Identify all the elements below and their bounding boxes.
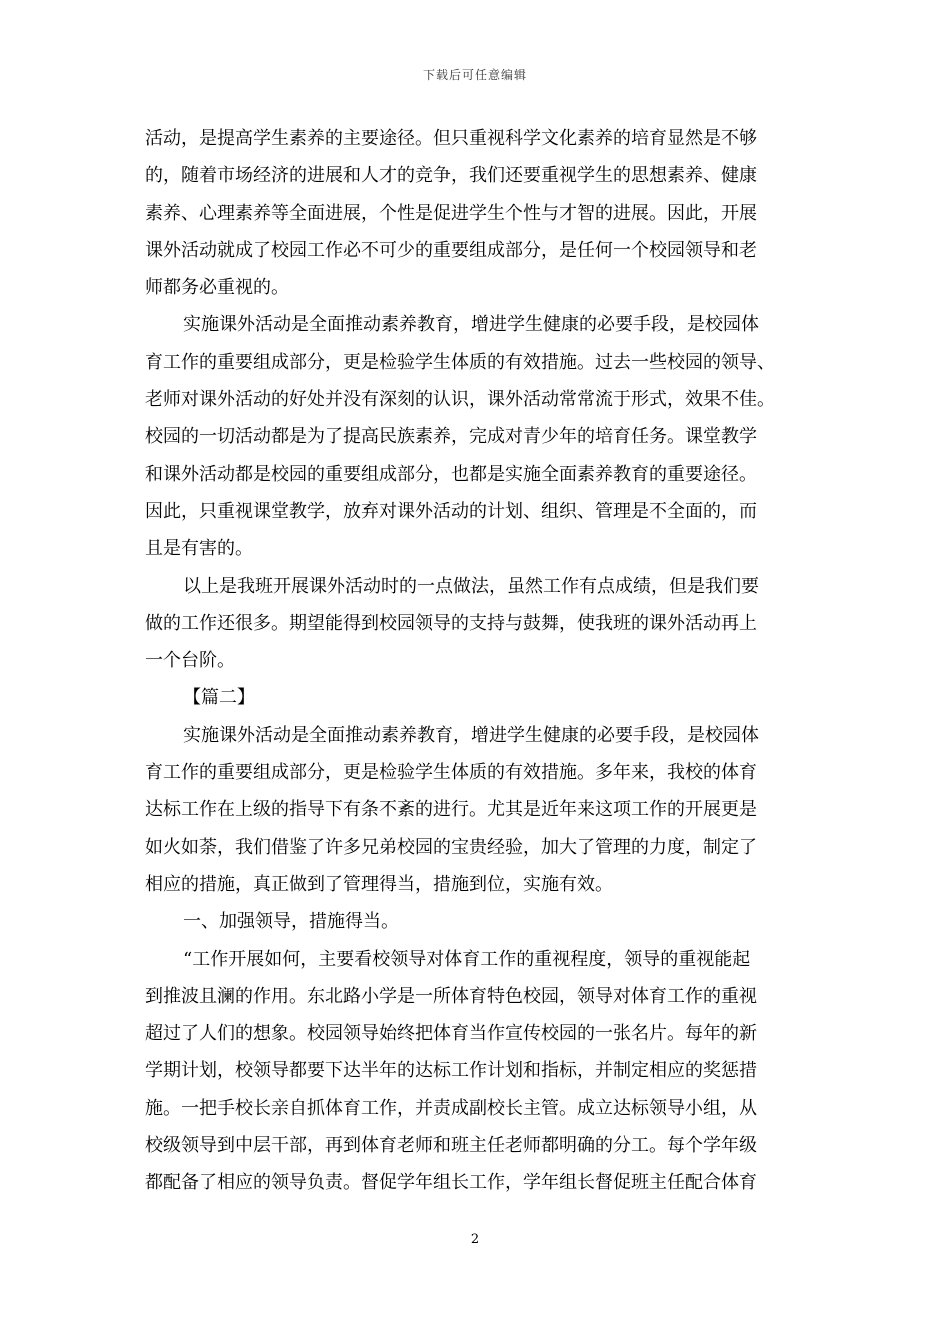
text-line: 且是有害的。 — [145, 538, 253, 560]
text-line: 到推波且澜的作用。东北路小学是一所体育特色校园，领导对体育工作的重视 — [145, 985, 757, 1007]
text-line: 实施课外活动是全面推动素养教育，增进学生健康的必要手段，是校园体 — [183, 724, 759, 746]
text-line: 实施课外活动是全面推动素养教育，增进学生健康的必要手段，是校园体 — [183, 314, 759, 336]
document-body — [145, 120, 815, 1202]
text-line: 活动，是提高学生素养的主要途径。但只重视科学文化素养的培育显然是不够 — [145, 128, 757, 149]
text-line: “工作开展如何，主要看校领导对体育工作的重视程度，领导的重视能起 — [183, 948, 751, 970]
text-line: 施。一把手校长亲自抓体育工作，并责成副校长主管。成立达标领导小组，从 — [145, 1097, 757, 1119]
text-line: 因此，只重视课堂教学，放弃对课外活动的计划、组织、管理是不全面的，而 — [145, 500, 757, 522]
text-line: 【篇二】 — [183, 687, 255, 709]
text-line: 素养、心理素养等全面进展，个性是促进学生个性与才智的进展。因此，开展 — [145, 202, 757, 224]
text-line: 校级领导到中层干部，再到体育老师和班主任老师都明确的分工。每个学年级 — [145, 1135, 757, 1157]
text-line: 老师对课外活动的好处并没有深刻的认识，课外活动常常流于形式，效果不佳。 — [145, 389, 775, 411]
text-line: 和课外活动都是校园的重要组成部分，也都是实施全面素养教育的重要途径。 — [145, 463, 757, 485]
text-line: 以上是我班开展课外活动时的一点做法，虽然工作有点成绩，但是我们要 — [183, 575, 759, 597]
text-line: 都配备了相应的领导负责。督促学年组长工作，学年组长督促班主任配合体育 — [145, 1172, 757, 1194]
text-line: 达标工作在上级的指导下有条不紊的进行。尤其是近年来这项工作的开展更是 — [145, 799, 757, 821]
text-line: 做的工作还很多。期望能得到校园领导的支持与鼓舞，使我班的课外活动再上 — [145, 612, 757, 634]
text-line: 一、加强领导，措施得当。 — [183, 911, 399, 933]
text-line: 超过了人们的想象。校园领导始终把体育当作宣传校园的一张名片。每年的新 — [145, 1023, 757, 1045]
page-header: 下载后可任意编辑 — [422, 68, 527, 82]
text-line: 师都务必重视的。 — [145, 277, 289, 299]
text-line: 学期计划，校领导都要下达半年的达标工作计划和指标，并制定相应的奖惩措 — [145, 1060, 757, 1082]
text-line: 如火如荼，我们借鉴了许多兄弟校园的宝贵经验，加大了管理的力度，制定了 — [145, 836, 757, 858]
text-line: 育工作的重要组成部分，更是检验学生体质的有效措施。多年来，我校的体育 — [145, 762, 757, 784]
text-line: 校园的一切活动都是为了提高民族素养，完成对青少年的培育任务。课堂教学 — [145, 426, 757, 448]
text-line: 相应的措施，真正做到了管理得当，措施到位，实施有效。 — [145, 873, 613, 895]
page-number: 2 — [470, 1232, 480, 1247]
text-line: 课外活动就成了校园工作必不可少的重要组成部分，是任何一个校园领导和老 — [145, 239, 757, 261]
text-line: 一个台阶。 — [145, 650, 235, 672]
text-line: 的，随着市场经济的进展和人才的竞争，我们还要重视学生的思想素养、健康 — [145, 165, 757, 187]
text-line: 育工作的重要组成部分，更是检验学生体质的有效措施。过去一些校园的领导、 — [145, 351, 775, 373]
